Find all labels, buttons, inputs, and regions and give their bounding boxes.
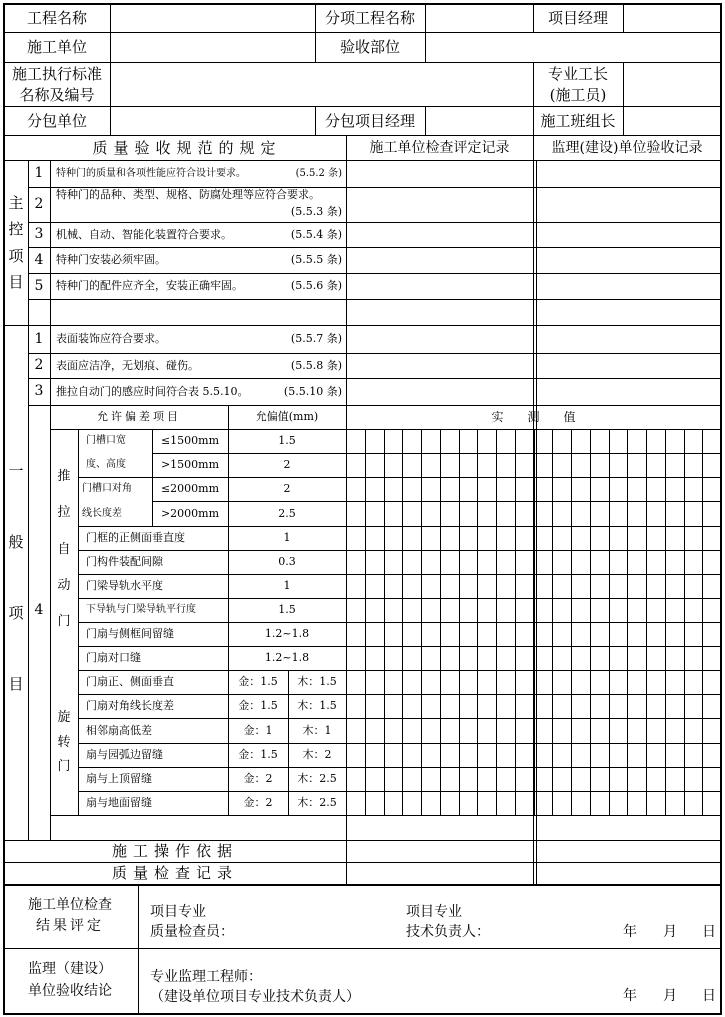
revolving-item-name: 扇与上顶留缝 bbox=[86, 772, 152, 786]
revolving-char-3: 门 bbox=[57, 759, 71, 775]
grid-line bbox=[346, 477, 721, 478]
general-item-4-no: 4 bbox=[34, 601, 44, 618]
general-item-text: 推拉自动门的感应时间符合表 5.5.10。 bbox=[56, 384, 249, 398]
allowed-value-cell: 1.2~1.8 bbox=[264, 651, 310, 665]
label-project-name: 工程名称 bbox=[26, 9, 87, 27]
label-standard-line2: 名称及编号 bbox=[19, 86, 95, 104]
range-cell: >1500mm bbox=[160, 458, 220, 472]
column-header-construction-check: 施工单位检查评定记录 bbox=[369, 139, 510, 156]
tolerance-item-name: 门梁导轨水平度 bbox=[86, 579, 163, 593]
date-month: 月 bbox=[663, 987, 677, 1004]
grid-line bbox=[138, 884, 139, 1015]
sliding-char-2: 拉 bbox=[57, 505, 71, 521]
grid-line bbox=[536, 160, 537, 884]
revolving-metal-value: 金：1.5 bbox=[238, 699, 278, 713]
grid-line bbox=[346, 743, 721, 744]
grid-line bbox=[4, 884, 721, 886]
date-day: 日 bbox=[702, 923, 716, 940]
grid-line bbox=[4, 948, 721, 949]
sliding-char-3: 自 bbox=[57, 541, 71, 557]
general-label bbox=[4, 325, 28, 840]
tolerance-header: 允许偏差项目 bbox=[97, 410, 181, 424]
revolving-char-1: 旋 bbox=[57, 710, 71, 726]
revolving-door-label bbox=[50, 670, 78, 815]
general-item-clause: (5.5.8 条) bbox=[290, 358, 342, 372]
supervision-engineer-line2: （建设单位项目专业技术负责人） bbox=[150, 988, 360, 1005]
grid-line bbox=[346, 598, 721, 599]
revolving-wood-value: 木：1.5 bbox=[297, 675, 337, 689]
general-item-text: 表面应洁净，无划痕、碰伤。 bbox=[56, 358, 199, 372]
main-control-label bbox=[4, 160, 28, 325]
main-control-char-1: 主 bbox=[8, 194, 24, 213]
grid-line bbox=[346, 815, 721, 816]
slot-wh-line2: 度、高度 bbox=[86, 459, 126, 470]
allowed-value-cell: 1.5 bbox=[278, 434, 296, 448]
date-month: 月 bbox=[663, 923, 677, 940]
grid-line bbox=[346, 694, 721, 695]
column-header-spec: 质量验收规范的规定 bbox=[92, 139, 282, 157]
revolving-wood-value: 木：2 bbox=[302, 748, 332, 762]
quality-record-label: 质量检查记录 bbox=[111, 864, 238, 882]
grid-line bbox=[346, 622, 721, 623]
grid-line bbox=[28, 299, 721, 300]
operation-basis-label: 施工操作依据 bbox=[111, 842, 238, 860]
general-item-no: 2 bbox=[34, 357, 44, 374]
grid-line bbox=[346, 501, 721, 502]
check-result-label-line2: 结果评定 bbox=[36, 917, 104, 934]
slot-diag-line2: 线长度差 bbox=[82, 507, 122, 519]
tolerance-item-name: 下导轨与门梁导轨平行度 bbox=[86, 604, 196, 615]
main-item-no: 1 bbox=[34, 165, 44, 182]
range-cell: ≤1500mm bbox=[160, 434, 220, 448]
main-item-clause: (5.5.3 条) bbox=[290, 205, 342, 219]
tolerance-item-name: 门扇对口缝 bbox=[86, 651, 141, 665]
inspector-line2: 质量检查员： bbox=[150, 923, 234, 940]
general-item-clause: (5.5.10 条) bbox=[283, 384, 342, 398]
allowed-value-cell: 2 bbox=[283, 482, 291, 496]
grid-line bbox=[425, 106, 426, 135]
grid-line bbox=[346, 574, 721, 575]
main-item-clause: (5.5.5 条) bbox=[290, 253, 342, 267]
main-control-char-4: 目 bbox=[8, 272, 24, 291]
allowed-value-cell: 1.2~1.8 bbox=[264, 627, 310, 641]
sliding-door-label bbox=[50, 429, 78, 670]
allowed-value-cell: 2 bbox=[283, 458, 291, 472]
revolving-metal-value: 金：2 bbox=[243, 796, 273, 810]
revolving-metal-value: 金：2 bbox=[243, 772, 273, 786]
tolerance-item-name: 门框的正侧面垂直度 bbox=[86, 531, 185, 545]
tolerance-item-name: 门扇与侧框间留缝 bbox=[86, 627, 174, 641]
supervision-label-line2: 单位验收结论 bbox=[28, 982, 112, 999]
grid-line bbox=[346, 526, 721, 527]
allowed-value-cell: 2.5 bbox=[278, 506, 296, 520]
main-item-no: 5 bbox=[34, 277, 44, 294]
grid-line bbox=[346, 718, 721, 719]
grid-line bbox=[110, 3, 111, 135]
grid-line bbox=[346, 646, 721, 647]
grid-line bbox=[50, 815, 346, 816]
label-acceptance-part: 验收部位 bbox=[339, 38, 400, 56]
measured-value-header: 实 测 值 bbox=[491, 409, 576, 424]
revolving-item-name: 门扇正、侧面垂直 bbox=[86, 675, 174, 689]
label-subcontract-unit: 分包单位 bbox=[26, 112, 87, 130]
allowed-value-cell: 0.3 bbox=[278, 555, 296, 569]
label-foreman-line1: 专业工长 bbox=[547, 65, 608, 83]
grid-line bbox=[346, 550, 721, 551]
grid-line bbox=[346, 791, 721, 792]
revolving-item-name: 扇与园弧边留缝 bbox=[86, 748, 163, 762]
general-item-text: 表面装饰应符合要求。 bbox=[56, 332, 166, 346]
label-standard-line1: 施工执行标准 bbox=[11, 65, 102, 83]
revolving-wood-value: 木：1 bbox=[302, 723, 332, 737]
tech-lead-line2: 技术负责人： bbox=[406, 923, 490, 940]
revolving-item-name: 门扇对角线长度差 bbox=[86, 699, 174, 713]
main-item-text: 特种门安装必须牢固。 bbox=[56, 253, 166, 267]
inspector-line1: 项目专业 bbox=[150, 903, 206, 920]
revolving-metal-value: 金：1.5 bbox=[238, 748, 278, 762]
revolving-metal-value: 金：1.5 bbox=[238, 675, 278, 689]
allowed-value-cell: 1.5 bbox=[278, 603, 296, 617]
supervision-engineer-line1: 专业监理工程师： bbox=[150, 968, 262, 985]
grid-line bbox=[4, 1013, 721, 1015]
grid-line bbox=[425, 3, 426, 62]
revolving-wood-value: 木：1.5 bbox=[297, 699, 337, 713]
date-year: 年 bbox=[623, 987, 637, 1004]
main-control-char-3: 项 bbox=[8, 246, 24, 265]
range-cell: >2000mm bbox=[160, 506, 220, 520]
main-item-text: 特种门的质量和各项性能应符合设计要求。 bbox=[56, 167, 246, 179]
main-control-char-2: 控 bbox=[8, 220, 24, 239]
grid-line bbox=[623, 3, 624, 32]
main-item-clause: (5.5.4 条) bbox=[290, 227, 342, 241]
main-item-text: 特种门的配件应齐全，安装正确牢固。 bbox=[56, 279, 243, 293]
main-item-no: 3 bbox=[34, 226, 44, 243]
label-sub-project-name: 分项工程名称 bbox=[324, 9, 415, 27]
grid-line bbox=[623, 62, 624, 135]
main-item-no: 2 bbox=[34, 196, 44, 213]
general-item-no: 1 bbox=[34, 330, 44, 347]
grid-line bbox=[346, 670, 721, 671]
column-header-supervision-check: 监理(建设)单位验收记录 bbox=[551, 139, 703, 156]
revolving-item-name: 相邻扇高低差 bbox=[86, 723, 152, 737]
main-item-text: 机械、自动、智能化装置符合要求。 bbox=[56, 227, 232, 241]
date-year: 年 bbox=[623, 923, 637, 940]
sliding-char-1: 推 bbox=[57, 469, 71, 485]
grid-line bbox=[346, 429, 721, 430]
revolving-wood-value: 木：2.5 bbox=[297, 772, 337, 786]
label-team-leader: 施工班组长 bbox=[540, 112, 616, 130]
allowed-value-cell: 1 bbox=[283, 579, 291, 593]
sliding-char-5: 门 bbox=[57, 614, 71, 630]
slot-diag-line1: 门槽口对角 bbox=[82, 483, 132, 494]
label-foreman-line2: (施工员) bbox=[549, 86, 607, 104]
main-item-text: 特种门的品种、类型、规格、防腐处理等应符合要求。 bbox=[56, 188, 320, 201]
revolving-char-2: 转 bbox=[57, 734, 71, 750]
label-project-manager: 项目经理 bbox=[547, 9, 608, 27]
label-subcontract-manager: 分包项目经理 bbox=[324, 112, 415, 130]
allowed-value-cell: 1 bbox=[283, 531, 291, 545]
label-construction-unit: 施工单位 bbox=[26, 38, 87, 56]
grid-line bbox=[346, 767, 721, 768]
tech-lead-line1: 项目专业 bbox=[406, 903, 462, 920]
revolving-item-name: 扇与地面留缝 bbox=[86, 796, 152, 810]
general-char-2: 般 bbox=[8, 532, 24, 551]
revolving-metal-value: 金：1 bbox=[243, 723, 273, 737]
grid-line bbox=[346, 453, 721, 454]
main-item-clause: (5.5.6 条) bbox=[290, 279, 342, 293]
check-result-label-line1: 施工单位检查 bbox=[28, 896, 112, 913]
general-char-3: 项 bbox=[8, 604, 24, 623]
allowed-value-header: 允偏值(mm) bbox=[255, 410, 319, 424]
general-char-4: 目 bbox=[8, 675, 24, 694]
main-item-no: 4 bbox=[34, 251, 44, 268]
supervision-label-line1: 监理（建设） bbox=[28, 960, 112, 977]
sliding-char-4: 动 bbox=[57, 577, 71, 593]
main-item-clause: (5.5.2 条) bbox=[295, 167, 342, 179]
date-day: 日 bbox=[702, 987, 716, 1004]
tolerance-item-name: 门构件装配间隙 bbox=[86, 555, 163, 569]
slot-wh-line1: 门槽口宽 bbox=[86, 435, 126, 446]
general-char-1: 一 bbox=[8, 461, 24, 480]
general-item-no: 3 bbox=[34, 383, 44, 400]
revolving-wood-value: 木：2.5 bbox=[297, 796, 337, 810]
range-cell: ≤2000mm bbox=[160, 482, 220, 496]
general-item-clause: (5.5.7 条) bbox=[290, 332, 342, 346]
